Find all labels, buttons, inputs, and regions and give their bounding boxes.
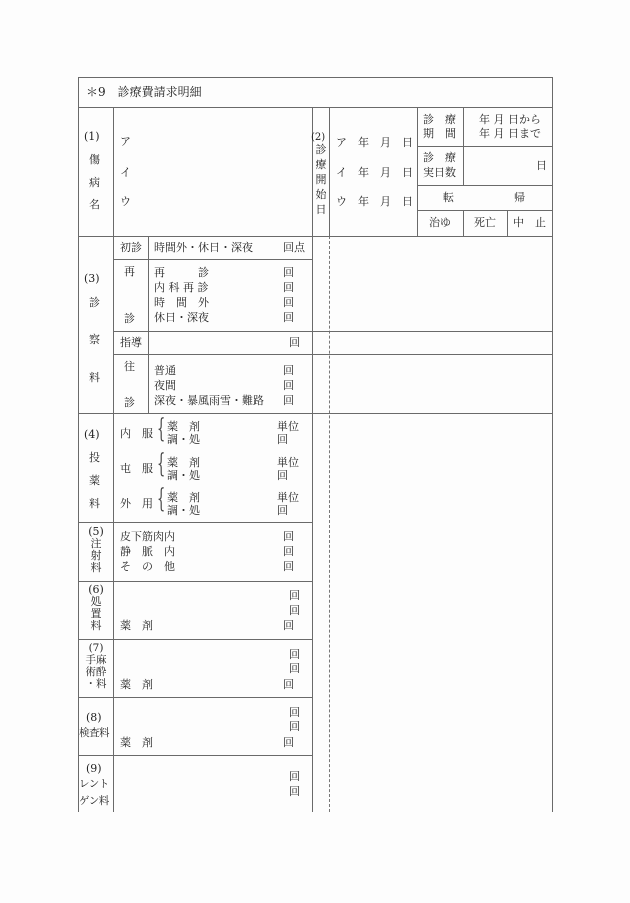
form-title: ＊9 診療費請求明細 [86, 85, 202, 99]
sec1-num: (1) [84, 130, 100, 143]
period-from[interactable]: 年 月 日から [479, 113, 541, 126]
period-to[interactable]: 年 月 日まで [479, 127, 541, 140]
outcome-cured[interactable]: 治ゆ [429, 216, 451, 229]
brace-icon: { [157, 484, 166, 514]
diagnosis-u[interactable]: ウ [120, 195, 131, 208]
start-date-a[interactable]: ア 年 月 日 [336, 136, 413, 149]
shido-count[interactable]: 回 [289, 336, 300, 349]
diagnosis-a[interactable]: ア [120, 135, 131, 148]
outcome-died[interactable]: 死亡 [474, 216, 496, 229]
brace-icon: { [157, 414, 166, 444]
days-value[interactable]: 日 [536, 159, 547, 172]
start-date-i[interactable]: イ 年 月 日 [336, 166, 413, 179]
diagnosis-i[interactable]: イ [120, 166, 131, 179]
shoshin-count[interactable]: 回点 [283, 241, 305, 254]
outcome-stopped[interactable]: 中 止 [513, 216, 546, 229]
start-date-u[interactable]: ウ 年 月 日 [336, 195, 413, 208]
brace-icon: { [157, 449, 166, 479]
